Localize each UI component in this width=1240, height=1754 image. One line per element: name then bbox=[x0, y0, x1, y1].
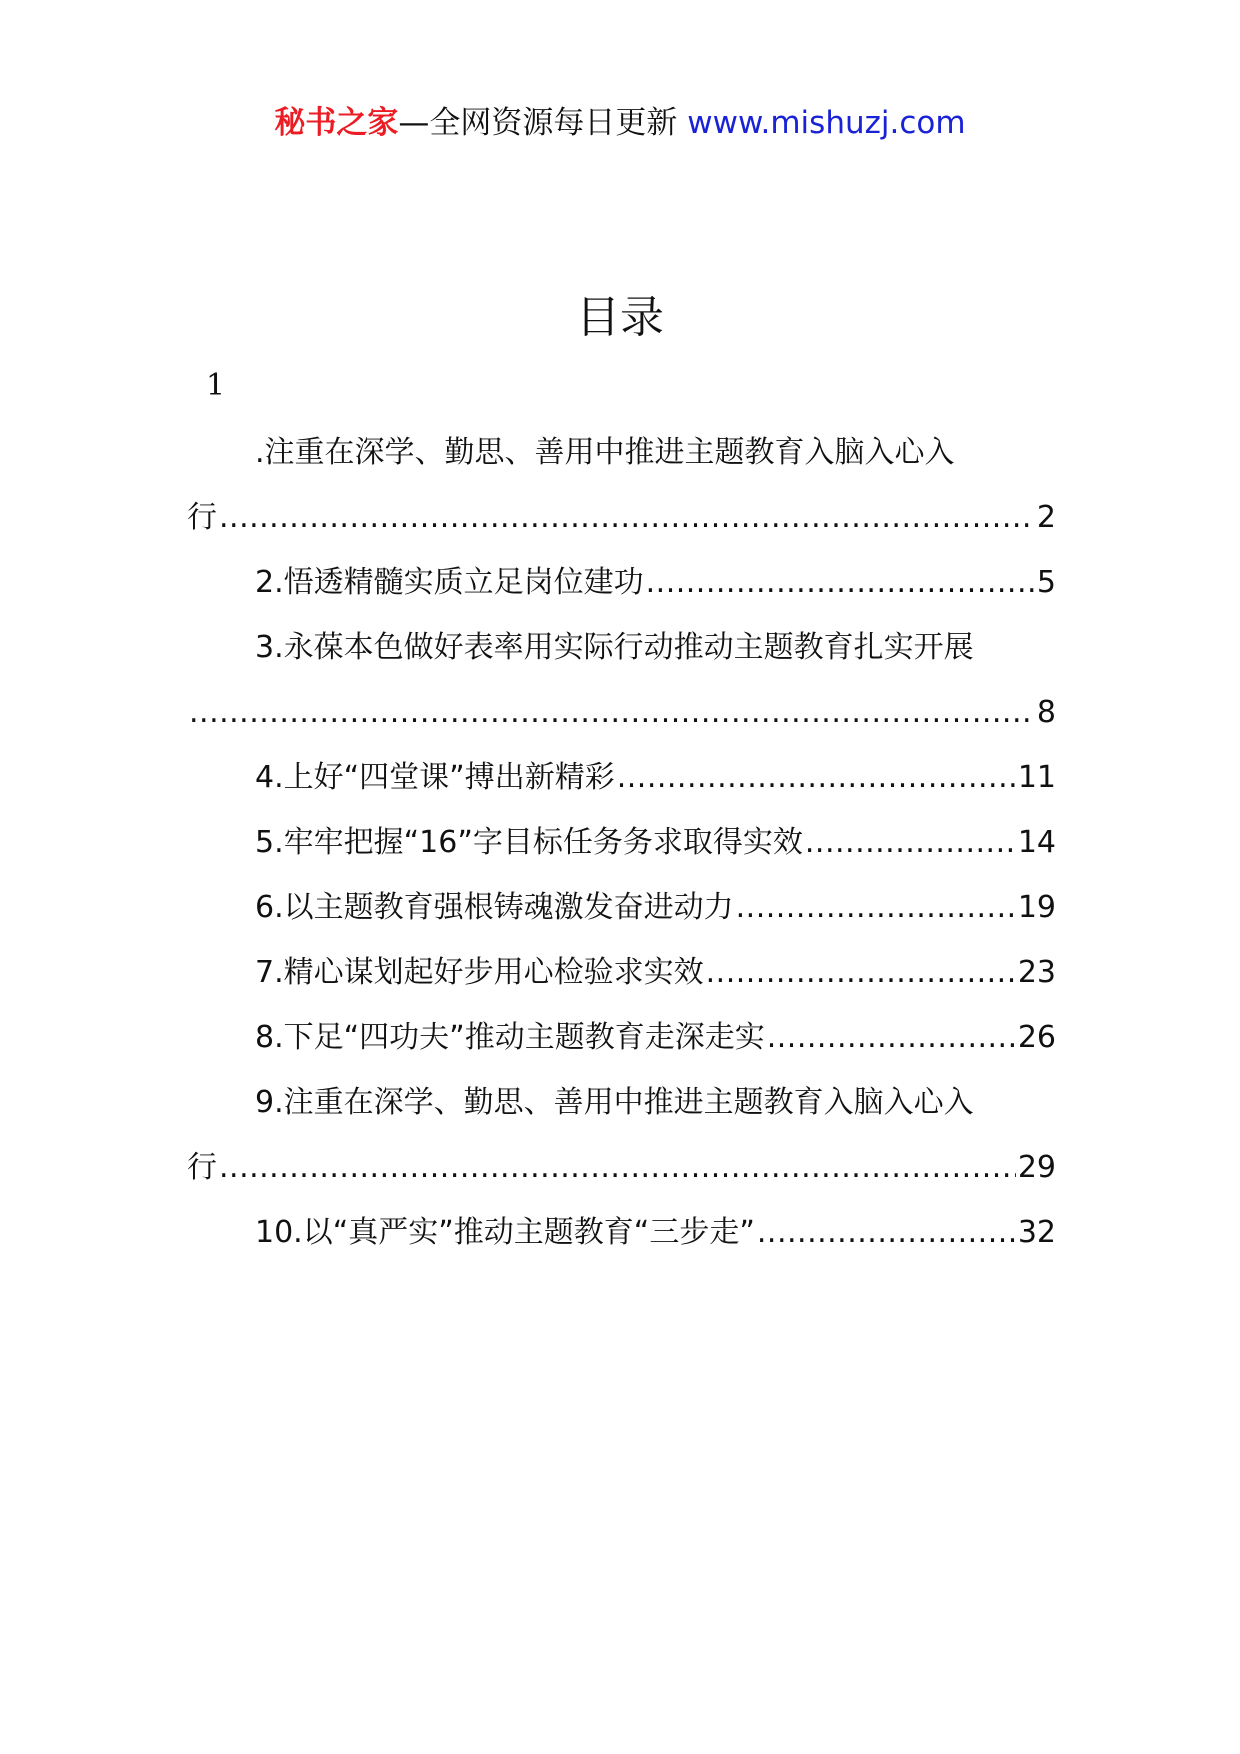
toc-entry-8[interactable] bbox=[187, 1005, 1056, 1070]
site-url-link[interactable]: www.mishuzj.com bbox=[687, 105, 966, 141]
toc-entry-10[interactable] bbox=[187, 1200, 1056, 1265]
toc-leader-dots bbox=[646, 550, 1035, 615]
toc-entry-label: 3.永葆本色做好表率用实际行动推动主题教育扎实开展 bbox=[255, 630, 974, 665]
brand-name: 秘书之家 bbox=[274, 105, 399, 141]
toc-entry-page: 5 bbox=[1036, 565, 1056, 600]
toc-leader-dots bbox=[757, 1200, 1016, 1265]
toc-entry-1-line1[interactable] bbox=[187, 420, 1056, 485]
toc-entry-page: 14 bbox=[1017, 825, 1056, 860]
page-marker: 1 bbox=[206, 368, 226, 403]
toc-entry-label: 6.以主题教育强根铸魂激发奋进动力 bbox=[255, 890, 734, 925]
table-of-contents bbox=[187, 420, 1056, 1265]
toc-entry-page: 19 bbox=[1017, 890, 1056, 925]
toc-entry-label: 4.上好“四堂课”搏出新精彩 bbox=[255, 760, 615, 795]
toc-entry-label: 5.牢牢把握“16”字目标任务务求取得实效 bbox=[255, 825, 803, 860]
site-tagline: —全网资源每日更新 bbox=[398, 105, 688, 141]
toc-entry-page: 2 bbox=[1036, 500, 1056, 535]
toc-entry-3-line2[interactable] bbox=[187, 680, 1056, 745]
toc-entry-label: 8.下足“四功夫”推动主题教育走深走实 bbox=[255, 1020, 765, 1055]
toc-entry-page: 11 bbox=[1017, 760, 1056, 795]
toc-leader-dots bbox=[767, 1005, 1016, 1070]
toc-entry-6[interactable] bbox=[187, 875, 1056, 940]
toc-entry-page: 32 bbox=[1017, 1215, 1056, 1250]
toc-leader-dots bbox=[805, 810, 1016, 875]
toc-entry-label: 9.注重在深学、勤思、善用中推进主题教育入脑入心入 bbox=[255, 1085, 974, 1120]
toc-entry-5[interactable] bbox=[187, 810, 1056, 875]
toc-entry-label: .注重在深学、勤思、善用中推进主题教育入脑入心入 bbox=[255, 435, 955, 470]
toc-entry-1-line2[interactable] bbox=[187, 485, 1056, 550]
toc-entry-3-line1[interactable] bbox=[187, 615, 1056, 680]
toc-leader-dots bbox=[706, 940, 1016, 1005]
toc-entry-page: 26 bbox=[1017, 1020, 1056, 1055]
toc-entry-label: 7.精心谋划起好步用心检验求实效 bbox=[255, 955, 704, 990]
site-header bbox=[0, 100, 1240, 146]
toc-leader-dots bbox=[219, 1135, 1016, 1200]
toc-entry-9-line1[interactable] bbox=[187, 1070, 1056, 1135]
toc-entry-label: 行 bbox=[187, 1150, 217, 1185]
toc-entry-7[interactable] bbox=[187, 940, 1056, 1005]
toc-leader-dots bbox=[189, 680, 1035, 745]
toc-leader-dots bbox=[736, 875, 1016, 940]
toc-leader-dots bbox=[617, 745, 1016, 810]
toc-entry-2[interactable] bbox=[187, 550, 1056, 615]
toc-entry-4[interactable] bbox=[187, 745, 1056, 810]
toc-entry-label: 行 bbox=[187, 500, 217, 535]
toc-title: 目录 bbox=[576, 292, 664, 343]
toc-entry-page: 29 bbox=[1017, 1150, 1056, 1185]
toc-entry-label: 2.悟透精髓实质立足岗位建功 bbox=[255, 565, 644, 600]
toc-entry-label: 10.以“真严实”推动主题教育“三步走” bbox=[255, 1215, 755, 1250]
toc-entry-9-line2[interactable] bbox=[187, 1135, 1056, 1200]
toc-leader-dots bbox=[219, 485, 1035, 550]
toc-entry-page: 8 bbox=[1036, 695, 1056, 730]
toc-entry-page: 23 bbox=[1017, 955, 1056, 990]
